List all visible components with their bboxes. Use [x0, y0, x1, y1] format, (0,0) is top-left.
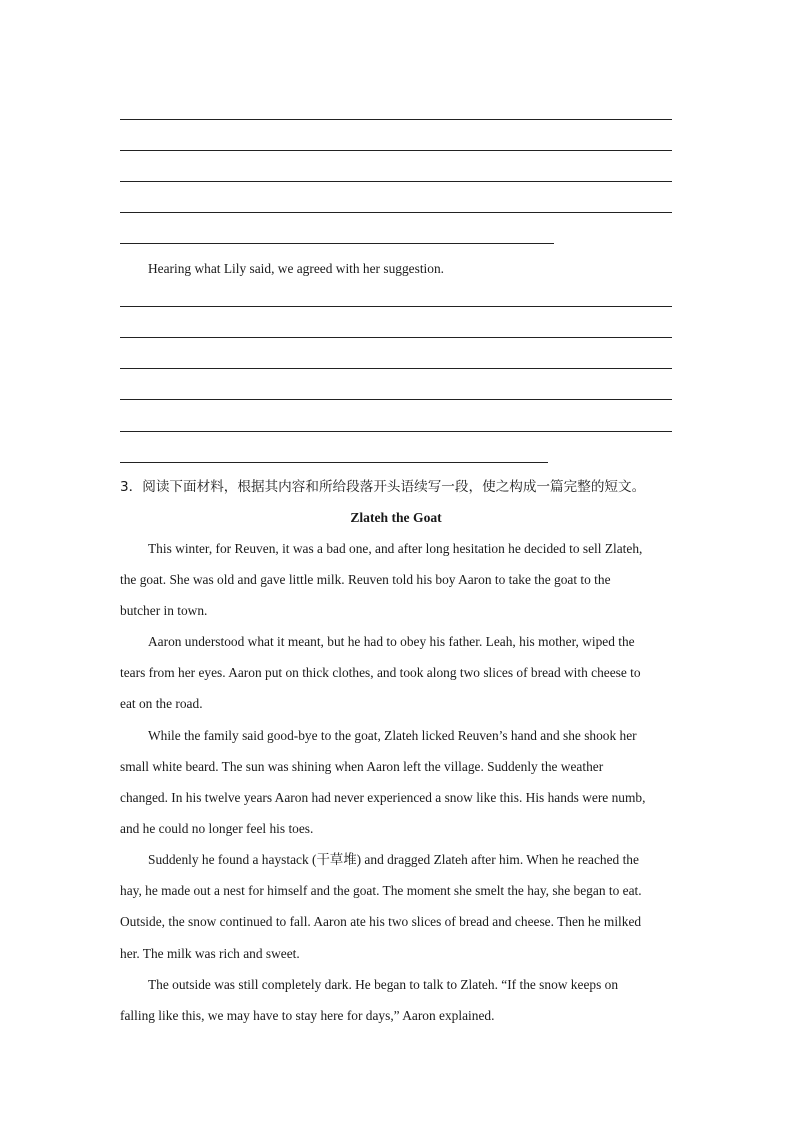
story-line: This winter, for Reuven, it was a bad one, and after long hesitation he decided to sell Zlateh,: [148, 541, 643, 556]
story-line: Outside, the snow continued to fall. Aaron ate his two slices of bread and cheese. Then he milked: [120, 914, 642, 929]
paragraph-opening-sentence: Hearing what Lily said, we agreed with her suggestion.: [148, 261, 444, 276]
story-line: her. The milk was rich and sweet.: [120, 946, 300, 961]
story-line: small white beard. The sun was shining when Aaron left the village. Suddenly the weather: [120, 759, 604, 774]
story-line: butcher in town.: [120, 603, 208, 618]
answer-line[interactable]: [120, 337, 672, 338]
answer-line[interactable]: [120, 243, 554, 244]
answer-line[interactable]: [120, 150, 672, 151]
answer-line[interactable]: [120, 431, 672, 432]
story-line: changed. In his twelve years Aaron had never experienced a snow like this. His hands were numb,: [120, 790, 646, 805]
answer-line[interactable]: [120, 368, 672, 369]
story-line: While the family said good-bye to the goat, Zlateh licked Reuven’s hand and she shook her: [148, 728, 637, 743]
answer-line[interactable]: [120, 399, 672, 400]
story-line: Suddenly he found a haystack (干草堆) and dragged Zlateh after him. When he reached the: [148, 852, 639, 867]
answer-line[interactable]: [120, 306, 672, 307]
answer-line[interactable]: [120, 181, 672, 182]
story-line: eat on the road.: [120, 696, 203, 711]
story-line: tears from her eyes. Aaron put on thick clothes, and took along two slices of bread with cheese to: [120, 665, 641, 680]
answer-line[interactable]: [120, 462, 548, 463]
story-line: and he could no longer feel his toes.: [120, 821, 314, 836]
story-line: hay, he made out a nest for himself and the goat. The moment she smelt the hay, she began to eat.: [120, 883, 642, 898]
story-title: Zlateh the Goat: [350, 510, 442, 525]
story-line: Aaron understood what it meant, but he had to obey his father. Leah, his mother, wiped the: [148, 634, 635, 649]
story-line: the goat. She was old and gave little milk. Reuven told his boy Aaron to take the goat to the: [120, 572, 611, 587]
story-line: falling like this, we may have to stay here for days,” Aaron explained.: [120, 1008, 495, 1023]
answer-line[interactable]: [120, 212, 672, 213]
question-instruction: 3．阅读下面材料，根据其内容和所给段落开头语续写一段，使之构成一篇完整的短文。: [120, 479, 646, 495]
answer-line[interactable]: [120, 119, 672, 120]
story-line: The outside was still completely dark. He began to talk to Zlateh. “If the snow keeps on: [148, 977, 619, 992]
